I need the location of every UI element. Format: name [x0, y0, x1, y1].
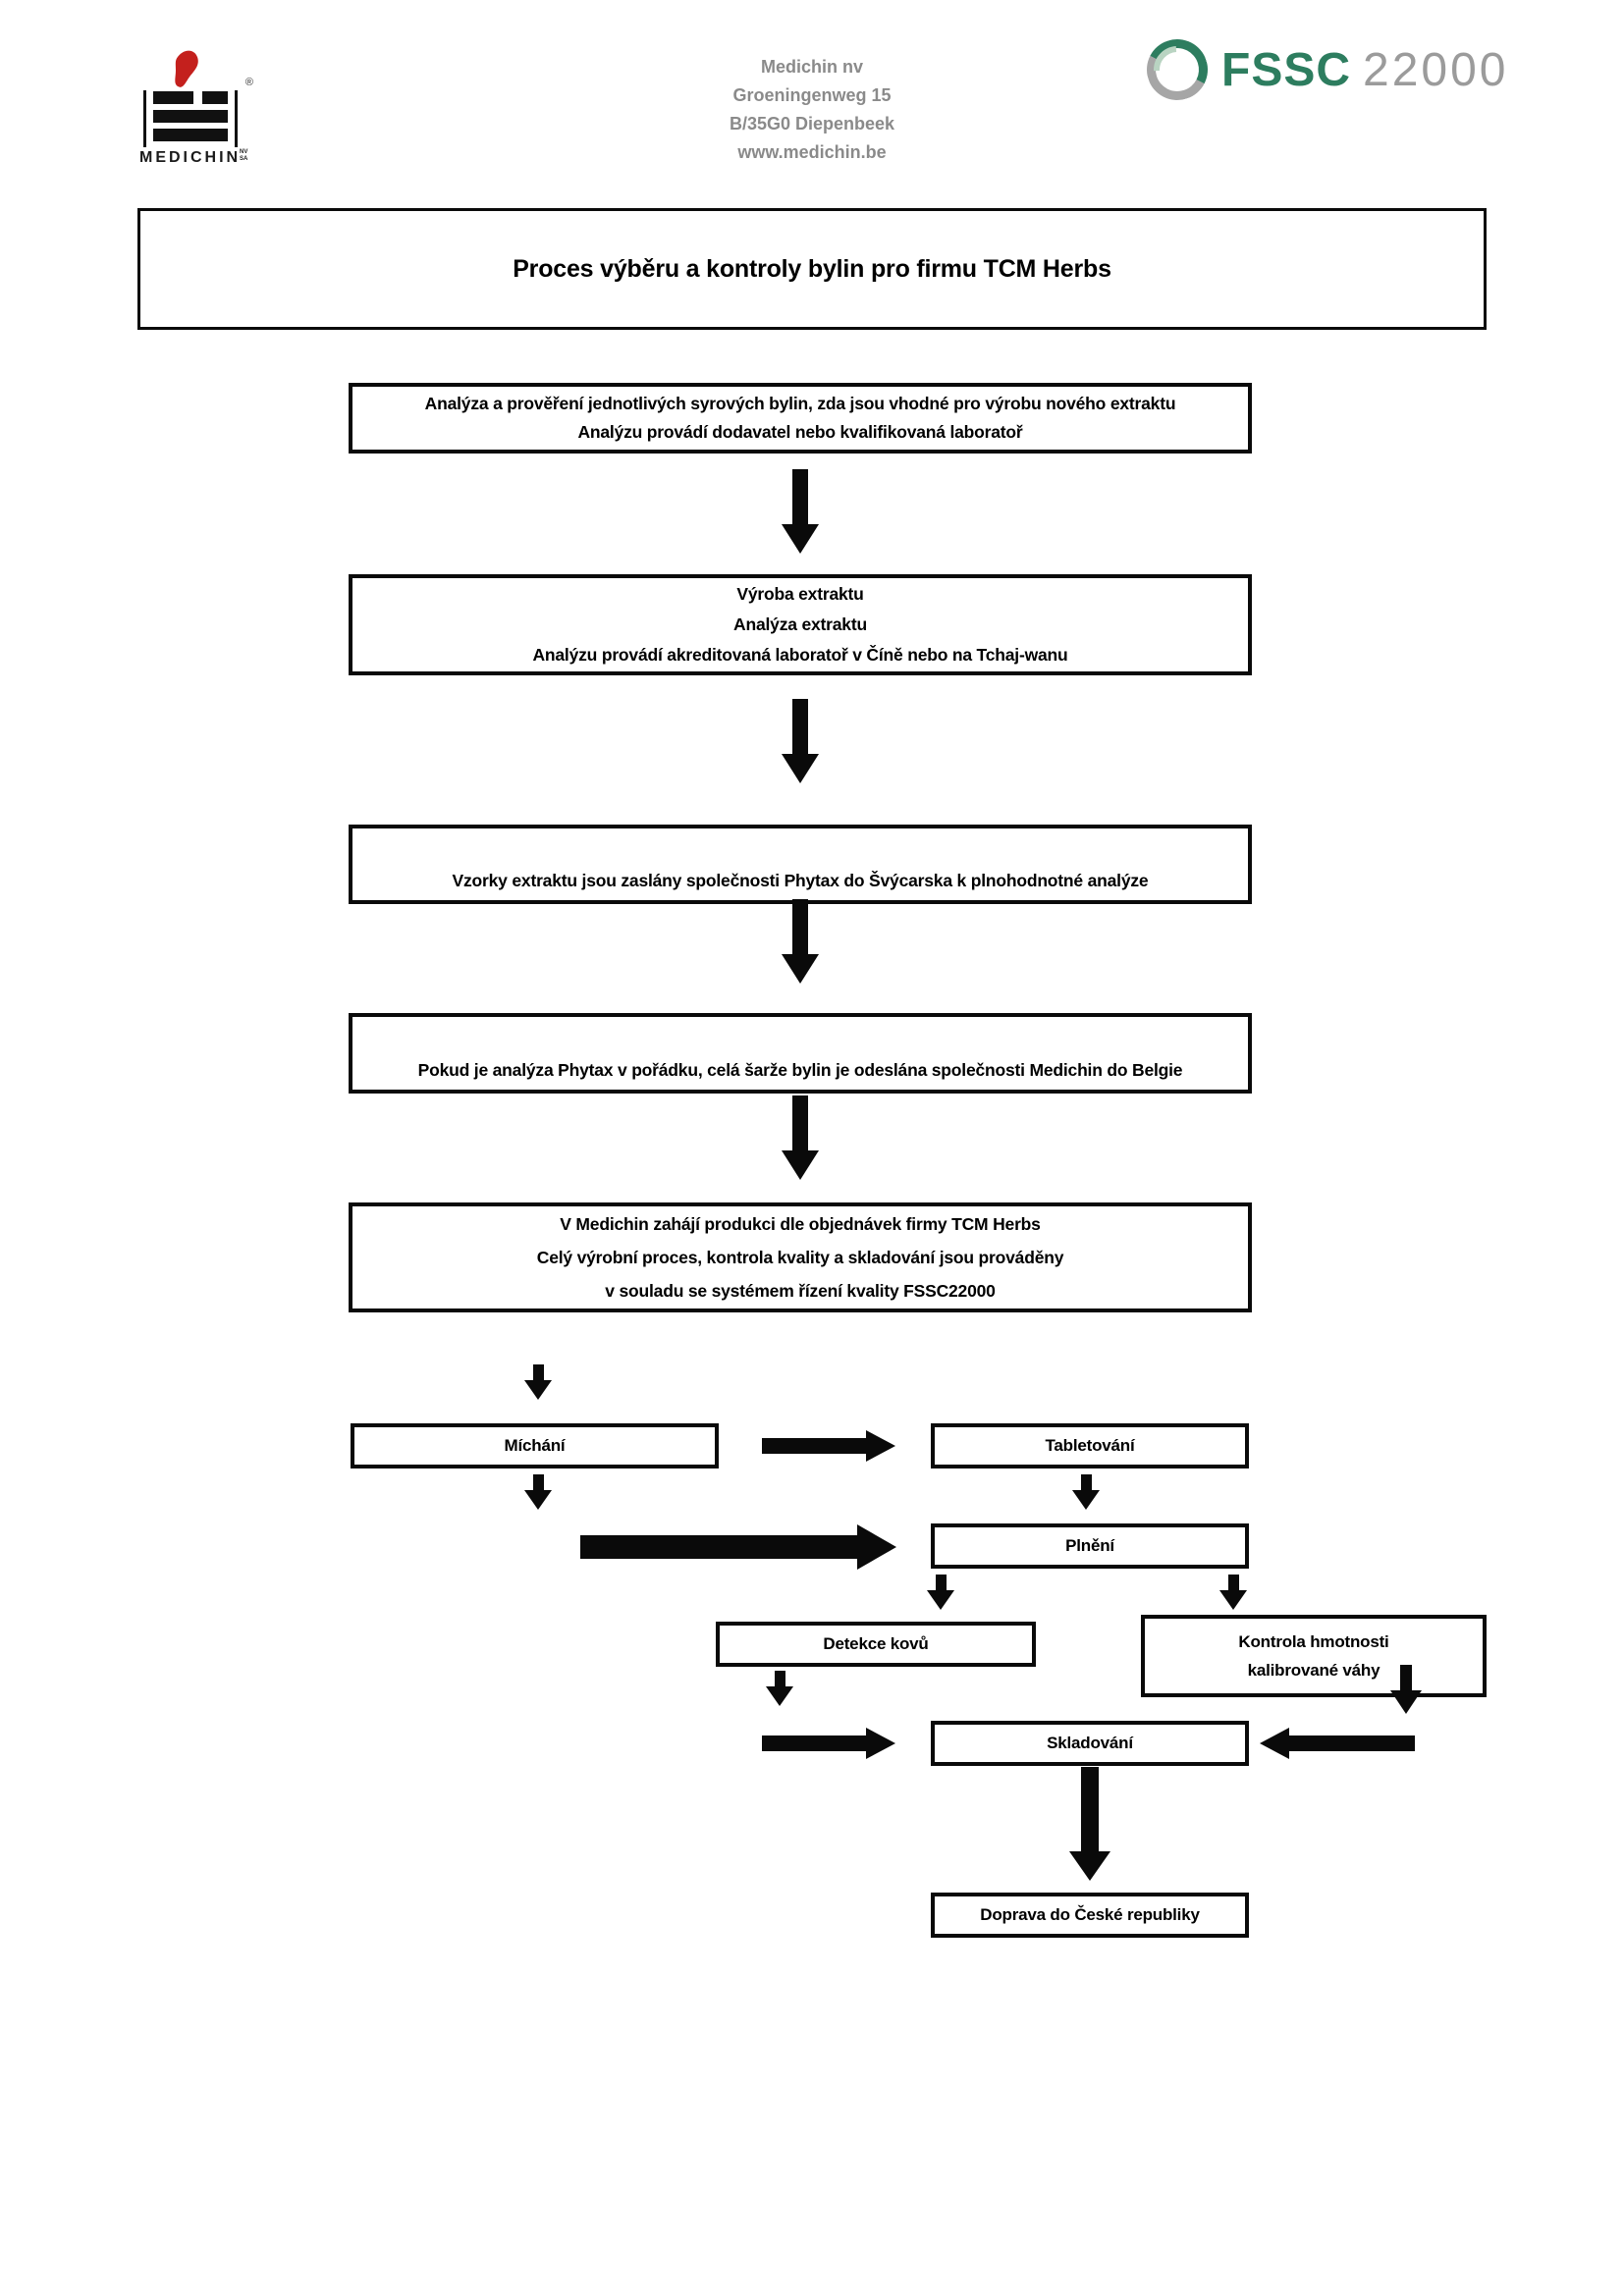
suffix-nv: NV	[240, 149, 248, 155]
flow-box-doprava	[931, 1893, 1249, 1938]
flow-box-line: Plnění	[1065, 1536, 1114, 1555]
flow-box-detekce-kovu	[716, 1622, 1036, 1667]
flow-box-line: kalibrované váhy	[1247, 1661, 1380, 1680]
flow-box-michani	[351, 1423, 719, 1468]
address-line-city: B/35G0 Diepenbeek	[729, 114, 895, 133]
fssc-22000-logo	[1147, 39, 1509, 100]
flow-box-analyza-bylin	[349, 383, 1252, 454]
flow-box-plneni	[931, 1523, 1249, 1569]
address-line-street: Groeningenweg 15	[732, 85, 892, 105]
flow-box-skladovani	[931, 1721, 1249, 1766]
flow-box-sarze-medichin	[349, 1013, 1252, 1094]
flow-box-line: Doprava do České republiky	[980, 1905, 1200, 1924]
arrow-down-icon	[524, 1474, 552, 1510]
fssc-number: 22000	[1363, 43, 1509, 96]
flow-box-line: Výroba extraktu	[736, 584, 864, 604]
flow-box-line: Vzorky extraktu jsou zaslány společnosti Phytax do Švýcarska k plnohodnotné analýze	[452, 871, 1149, 890]
arrow-down-icon	[927, 1575, 954, 1610]
flow-box-vyroba-extraktu	[349, 574, 1252, 675]
flow-box-tabletovani	[931, 1423, 1249, 1468]
flow-box-kontrola-hmotnosti	[1141, 1615, 1487, 1697]
flow-box-line: Celý výrobní proces, kontrola kvality a skladování jsou prováděny	[536, 1248, 1064, 1267]
arrow-right-icon	[580, 1524, 896, 1570]
flow-box-line: Detekce kovů	[823, 1634, 929, 1653]
arrow-down-icon	[782, 469, 819, 554]
arrow-right-icon	[762, 1430, 895, 1462]
document-title-box	[137, 208, 1487, 330]
arrow-down-icon	[524, 1364, 552, 1400]
flow-box-line: Pokud je analýza Phytax v pořádku, celá šarže bylin je odeslána společnosti Medichin do Belgie	[417, 1060, 1183, 1080]
arrow-down-icon	[1390, 1665, 1422, 1714]
flow-box-line: V Medichin zahájí produkci dle objednávek firmy TCM Herbs	[560, 1214, 1041, 1234]
arrow-left-icon	[1260, 1728, 1415, 1759]
document-title: Proces výběru a kontroly bylin pro firmu TCM Herbs	[513, 254, 1111, 283]
flow-box-line: Analýza a prověření jednotlivých syrových bylin, zda jsou vhodné pro výrobu nového extraktu	[424, 394, 1176, 413]
arrow-down-icon	[1069, 1767, 1110, 1881]
flow-box-line: Analýzu provádí akreditovaná laboratoř v Číně nebo na Tchaj-wanu	[532, 645, 1068, 665]
address-line-company: Medichin nv	[760, 57, 863, 77]
registered-trademark-icon: ®	[244, 77, 253, 88]
arrow-down-icon	[782, 899, 819, 984]
address-line-website: www.medichin.be	[737, 142, 887, 162]
arrow-down-icon	[766, 1671, 793, 1706]
flow-box-line: Analýzu provádí dodavatel nebo kvalifikovaná laboratoř	[577, 422, 1023, 442]
flow-box-line: Kontrola hmotnosti	[1238, 1632, 1389, 1651]
flow-box-line: Skladování	[1047, 1734, 1133, 1752]
flow-box-line: Analýza extraktu	[733, 614, 867, 634]
flow-box-produkce-fssc	[349, 1202, 1252, 1312]
arrow-down-icon	[1072, 1474, 1100, 1510]
arrow-down-icon	[782, 699, 819, 783]
arrow-down-icon	[1219, 1575, 1247, 1610]
medichin-wordmark: MEDICHIN	[139, 149, 242, 166]
flow-box-line: v souladu se systémem řízení kvality FSSC22000	[605, 1281, 996, 1301]
flow-box-line: Tabletování	[1045, 1436, 1135, 1455]
flow-box-vzorky-phytax	[349, 825, 1252, 904]
arrow-right-icon	[762, 1728, 895, 1759]
flow-box-line: Míchání	[504, 1436, 566, 1455]
fssc-swirl-icon	[1139, 31, 1216, 108]
arrow-down-icon	[782, 1095, 819, 1180]
fssc-wordmark: FSSC	[1221, 43, 1352, 96]
suffix-sa: SA	[240, 156, 248, 162]
